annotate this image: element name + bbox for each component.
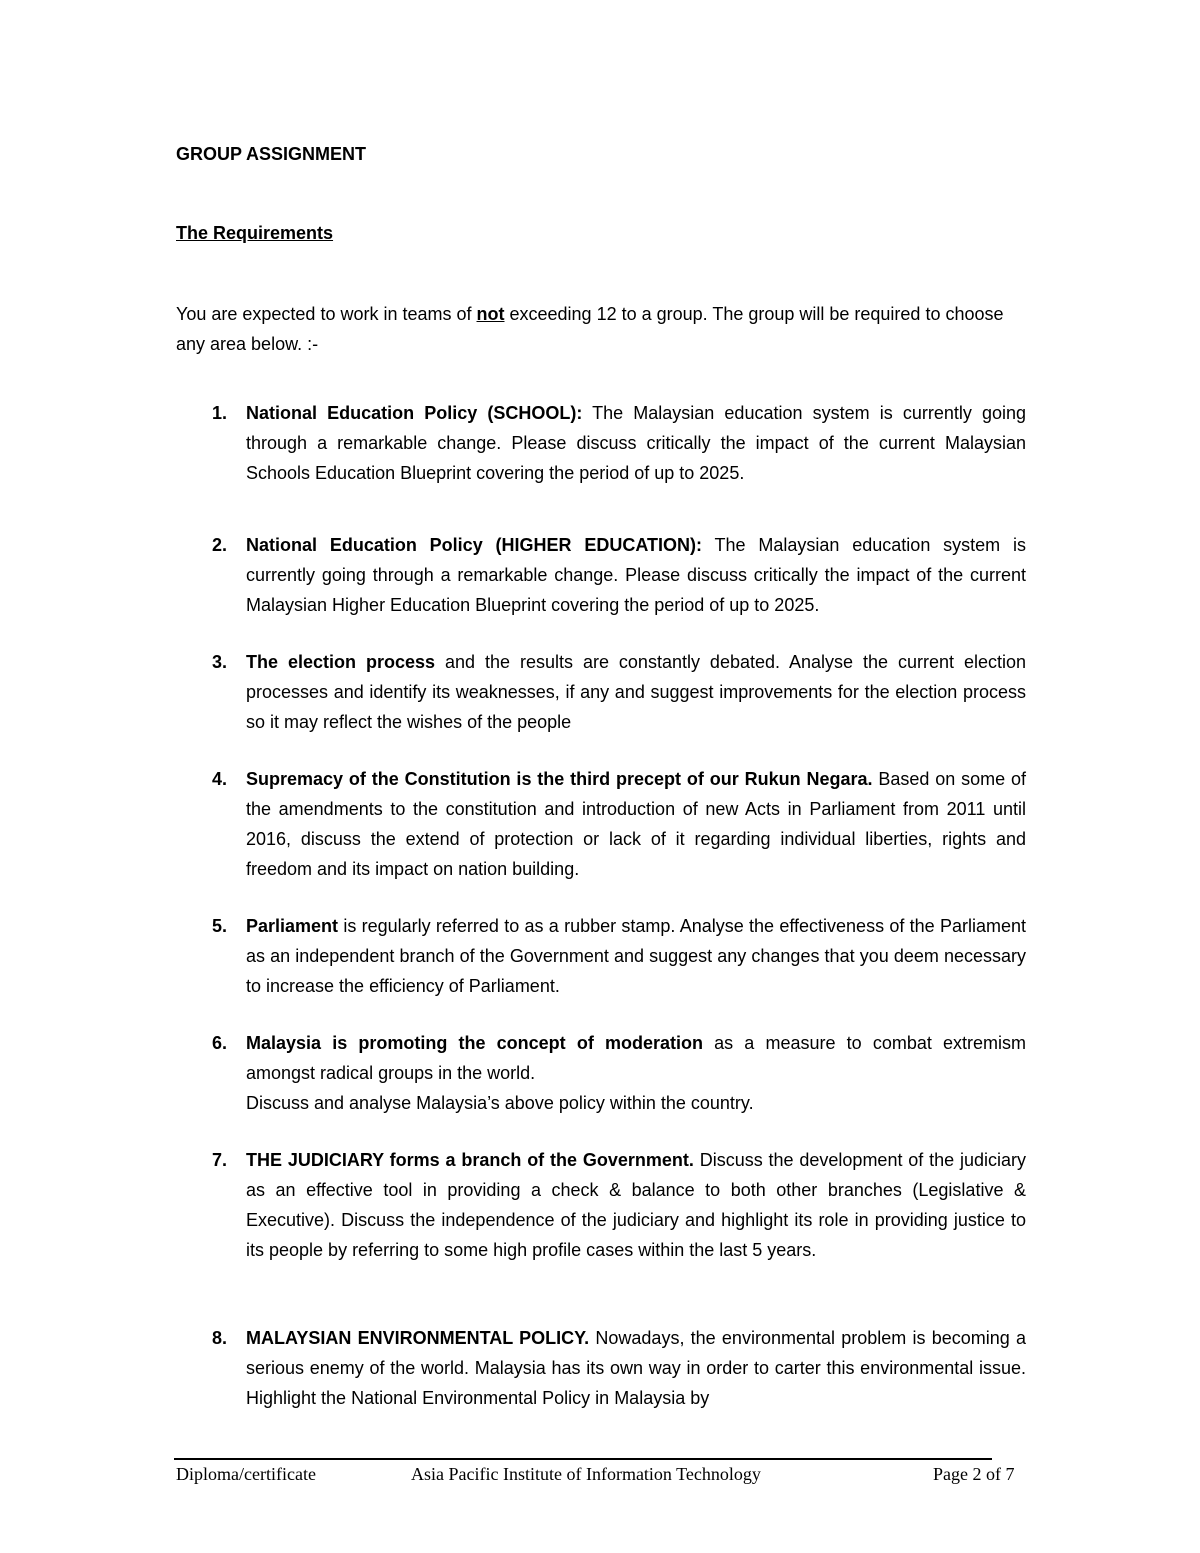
item-text [246, 1323, 1026, 1413]
item-number: 7. [212, 1150, 228, 1170]
section-heading: The Requirements [176, 223, 334, 243]
footer-divider [174, 1458, 992, 1460]
item-text [246, 911, 1026, 1001]
item-number: 8. [212, 1328, 228, 1348]
item-number: 3. [212, 652, 228, 672]
item-text [246, 1028, 1026, 1088]
item-number: 1. [212, 403, 228, 423]
item-text [246, 530, 1026, 620]
item-text [246, 647, 1026, 737]
list-item [176, 764, 1026, 884]
item-body: The Malaysian education system is currently going through a remarkable change. Please discuss critically the impact of the current Malaysian Schools Education Blueprint covering the period of up to 2025. [246, 403, 1026, 483]
item-number: 5. [212, 916, 228, 936]
item-number: 6. [212, 1033, 228, 1053]
item-heading: Supremacy of the Constitution is the third precept of our Rukun Negara. [246, 769, 873, 789]
list-item [176, 1323, 1026, 1413]
list-item [176, 647, 1026, 737]
item-heading: The election process [246, 652, 435, 672]
item-heading: National Education Policy (SCHOOL): [246, 403, 583, 423]
item-heading: THE JUDICIARY forms a branch of the Government. [246, 1150, 694, 1170]
item-body: Discuss the development of the judiciary as an effective tool in providing a check & balance to both other branches (Legislative & Executive). Discuss the independence of the judiciary and highlight its role in providing justice to its people by referring to some high profile cases within the last 5 years. [246, 1150, 1027, 1260]
document-title: GROUP ASSIGNMENT [176, 144, 367, 164]
item-body: Based on some of the amendments to the constitution and introduction of new Acts in Parliament from 2011 until 2016, discuss the extend of protection or lack of it regarding individual liberties, rights and freedom and its impact on nation building. [246, 769, 1027, 879]
footer-institute: Asia Pacific Institute of Information Technology [411, 1464, 761, 1484]
item-heading: Malaysia is promoting the concept of moderation [246, 1033, 703, 1053]
item-body: as a measure to combat extremism amongst radical groups in the world. [246, 1033, 1026, 1083]
list-item [176, 398, 1026, 488]
item-text [246, 398, 1026, 488]
item-number: 2. [212, 535, 228, 555]
footer-page-number: Page 2 of 7 [933, 1464, 1015, 1484]
item-followup: Discuss and analyse Malaysia’s above policy within the country. [246, 1093, 754, 1113]
intro-paragraph [176, 299, 1026, 359]
list-item [176, 1028, 1026, 1118]
item-number: 4. [212, 769, 228, 789]
intro-text-after: exceeding 12 to a group. The group will be required to choose any area below. :- [176, 304, 1004, 354]
item-body: and the results are constantly debated. Analyse the current election processes and identify its weaknesses, if any and suggest improvements for the election process so it may reflect the wishes of the people [246, 652, 1026, 732]
intro-text-before: You are expected to work in teams of [176, 304, 477, 324]
item-heading: MALAYSIAN ENVIRONMENTAL POLICY. [246, 1328, 590, 1348]
item-text [246, 764, 1026, 884]
list-item [176, 911, 1026, 1001]
item-body: The Malaysian education system is currently going through a remarkable change. Please discuss critically the impact of the current Malaysian Higher Education Blueprint covering the period of up to 2025. [246, 535, 1026, 615]
item-body: is regularly referred to as a rubber stamp. Analyse the effectiveness of the Parliament as an independent branch of the Government and suggest any changes that you deem necessary to increase the efficiency of Parliament. [246, 916, 1026, 996]
list-item [176, 530, 1026, 620]
list-item [176, 1145, 1026, 1265]
item-heading: Parliament [246, 916, 339, 936]
item-text [246, 1145, 1026, 1265]
item-body: Nowadays, the environmental problem is becoming a serious enemy of the world. Malaysia has its own way in order to carter this environmental issue. Highlight the National Environmental Policy in Malaysia by [246, 1328, 1026, 1408]
intro-emphasis: not [476, 304, 505, 324]
item-heading: National Education Policy (HIGHER EDUCATION): [246, 535, 703, 555]
footer-course: Diploma/certificate [176, 1464, 316, 1484]
